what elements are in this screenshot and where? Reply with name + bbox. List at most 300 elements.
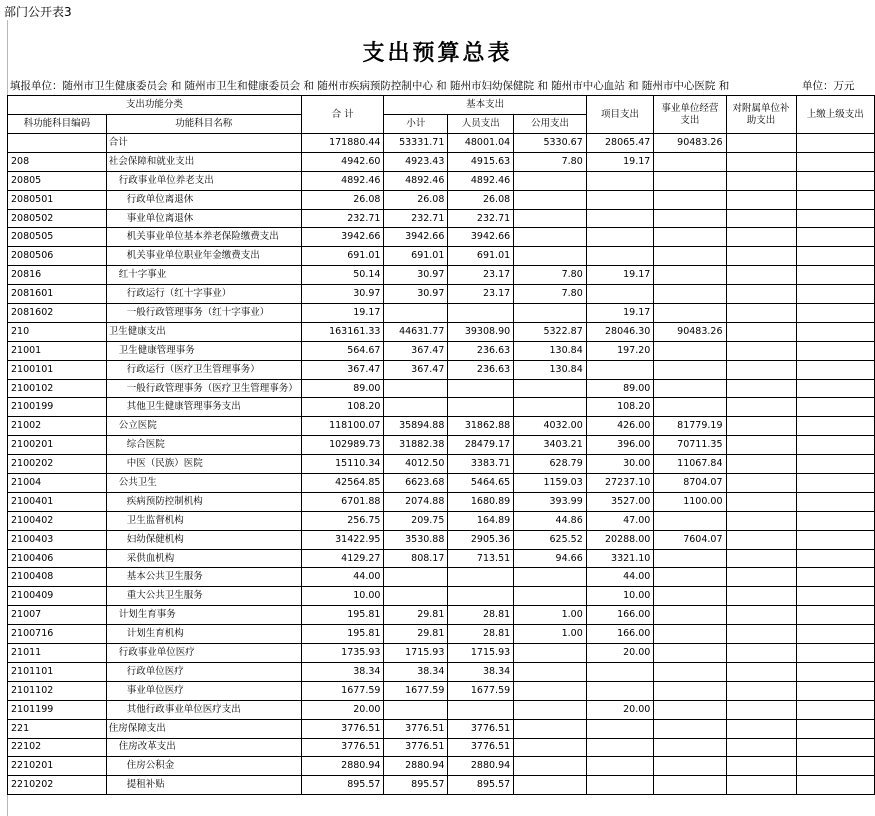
cell-business xyxy=(654,549,726,568)
cell-project xyxy=(586,662,654,681)
table-row xyxy=(8,134,875,153)
cell-personnel: 3383.71 xyxy=(448,455,514,474)
cell-name: 卫生健康管理事务 xyxy=(106,341,301,360)
table-row xyxy=(8,700,875,719)
cell-public: 1.00 xyxy=(514,625,587,644)
cell-business xyxy=(654,209,726,228)
cell-subtotal: 367.47 xyxy=(384,360,448,379)
cell-public xyxy=(514,587,587,606)
cell-business xyxy=(654,360,726,379)
cell-public xyxy=(514,171,587,190)
cell-project xyxy=(586,228,654,247)
cell-project: 3321.10 xyxy=(586,549,654,568)
cell-project: 44.00 xyxy=(586,568,654,587)
cell-business: 90483.26 xyxy=(654,322,726,341)
cell-subsidy xyxy=(726,360,796,379)
header-subtotal: 小计 xyxy=(384,115,448,134)
cell-subsidy xyxy=(726,152,796,171)
cell-business xyxy=(654,285,726,304)
table-row xyxy=(8,455,875,474)
cell-public: 5322.87 xyxy=(514,322,587,341)
header-code: 科功能科目编码 xyxy=(8,115,107,134)
cell-business xyxy=(654,568,726,587)
cell-name: 住房保障支出 xyxy=(106,719,301,738)
table-row xyxy=(8,625,875,644)
cell-subsidy xyxy=(726,492,796,511)
header-subsidy: 对附属单位补助支出 xyxy=(726,96,796,134)
cell-project: 426.00 xyxy=(586,417,654,436)
cell-name: 合计 xyxy=(106,134,301,153)
cell-upper xyxy=(796,417,874,436)
cell-total: 6701.88 xyxy=(301,492,384,511)
cell-project xyxy=(586,285,654,304)
cell-total: 20.00 xyxy=(301,700,384,719)
cell-name: 综合医院 xyxy=(106,436,301,455)
header-name: 功能科目名称 xyxy=(106,115,301,134)
cell-upper xyxy=(796,549,874,568)
cell-personnel: 28479.17 xyxy=(448,436,514,455)
cell-project xyxy=(586,247,654,266)
cell-code: 2081602 xyxy=(8,304,107,323)
cell-upper xyxy=(796,266,874,285)
cell-name: 社会保障和就业支出 xyxy=(106,152,301,171)
cell-upper xyxy=(796,398,874,417)
cell-public: 1.00 xyxy=(514,606,587,625)
cell-total: 195.81 xyxy=(301,625,384,644)
cell-subsidy xyxy=(726,681,796,700)
cell-total: 19.17 xyxy=(301,304,384,323)
cell-project xyxy=(586,360,654,379)
cell-total: 1677.59 xyxy=(301,681,384,700)
table-row xyxy=(8,209,875,228)
cell-business xyxy=(654,625,726,644)
cell-code: 2101101 xyxy=(8,662,107,681)
table-row xyxy=(8,190,875,209)
cell-public: 3403.21 xyxy=(514,436,587,455)
cell-project: 10.00 xyxy=(586,587,654,606)
table-row xyxy=(8,662,875,681)
cell-project xyxy=(586,190,654,209)
cell-subtotal: 35894.88 xyxy=(384,417,448,436)
cell-public: 5330.67 xyxy=(514,134,587,153)
cell-personnel: 236.63 xyxy=(448,360,514,379)
cell-business: 7604.07 xyxy=(654,530,726,549)
cell-business xyxy=(654,398,726,417)
cell-subsidy xyxy=(726,474,796,493)
cell-name: 其他行政事业单位医疗支出 xyxy=(106,700,301,719)
cell-subsidy xyxy=(726,700,796,719)
cell-personnel: 164.89 xyxy=(448,511,514,530)
cell-total: 2880.94 xyxy=(301,757,384,776)
cell-total: 895.57 xyxy=(301,776,384,795)
cell-public xyxy=(514,700,587,719)
cell-personnel xyxy=(448,304,514,323)
cell-personnel: 31862.88 xyxy=(448,417,514,436)
cell-subtotal: 53331.71 xyxy=(384,134,448,153)
cell-upper xyxy=(796,171,874,190)
cell-subsidy xyxy=(726,247,796,266)
cell-name: 行政运行（医疗卫生管理事务） xyxy=(106,360,301,379)
cell-code: 2100409 xyxy=(8,587,107,606)
cell-name: 机关事业单位基本养老保险缴费支出 xyxy=(106,228,301,247)
budget-table xyxy=(7,95,875,795)
header-basic: 基本支出 xyxy=(384,96,586,115)
cell-business: 90483.26 xyxy=(654,134,726,153)
table-row xyxy=(8,549,875,568)
cell-public: 130.84 xyxy=(514,360,587,379)
table-row xyxy=(8,341,875,360)
cell-public xyxy=(514,681,587,700)
cell-subtotal: 209.75 xyxy=(384,511,448,530)
table-row xyxy=(8,360,875,379)
cell-subsidy xyxy=(726,738,796,757)
cell-public xyxy=(514,662,587,681)
header-personnel: 人员支出 xyxy=(448,115,514,134)
cell-subtotal: 3530.88 xyxy=(384,530,448,549)
table-row xyxy=(8,322,875,341)
cell-total: 38.34 xyxy=(301,662,384,681)
cell-personnel: 713.51 xyxy=(448,549,514,568)
cell-code: 2100201 xyxy=(8,436,107,455)
table-row xyxy=(8,228,875,247)
sheet-tab-label: 部门公开表3 xyxy=(4,5,72,19)
cell-upper xyxy=(796,625,874,644)
cell-upper xyxy=(796,304,874,323)
cell-name: 重大公共卫生服务 xyxy=(106,587,301,606)
cell-personnel xyxy=(448,379,514,398)
cell-subtotal: 4892.46 xyxy=(384,171,448,190)
cell-upper xyxy=(796,190,874,209)
cell-subsidy xyxy=(726,417,796,436)
cell-total: 31422.95 xyxy=(301,530,384,549)
cell-total: 4892.46 xyxy=(301,171,384,190)
table-row xyxy=(8,681,875,700)
cell-business xyxy=(654,587,726,606)
cell-code: 2100402 xyxy=(8,511,107,530)
cell-subtotal xyxy=(384,379,448,398)
cell-project: 20.00 xyxy=(586,700,654,719)
cell-subtotal: 1677.59 xyxy=(384,681,448,700)
cell-code: 2101102 xyxy=(8,681,107,700)
cell-upper xyxy=(796,436,874,455)
cell-public: 4032.00 xyxy=(514,417,587,436)
cell-total: 1735.93 xyxy=(301,644,384,663)
table-row xyxy=(8,530,875,549)
cell-business: 1100.00 xyxy=(654,492,726,511)
cell-business xyxy=(654,247,726,266)
cell-upper xyxy=(796,134,874,153)
cell-name: 事业单位医疗 xyxy=(106,681,301,700)
cell-code: 2100716 xyxy=(8,625,107,644)
cell-project: 166.00 xyxy=(586,625,654,644)
cell-personnel: 3942.66 xyxy=(448,228,514,247)
cell-business xyxy=(654,341,726,360)
cell-business xyxy=(654,719,726,738)
cell-public xyxy=(514,304,587,323)
cell-public: 625.52 xyxy=(514,530,587,549)
cell-personnel: 4915.63 xyxy=(448,152,514,171)
table-row xyxy=(8,171,875,190)
cell-code: 2080501 xyxy=(8,190,107,209)
cell-subtotal xyxy=(384,568,448,587)
cell-business xyxy=(654,190,726,209)
table-row xyxy=(8,247,875,266)
table-row xyxy=(8,266,875,285)
cell-subtotal: 895.57 xyxy=(384,776,448,795)
cell-subtotal xyxy=(384,700,448,719)
cell-personnel: 1715.93 xyxy=(448,644,514,663)
cell-upper xyxy=(796,322,874,341)
cell-code xyxy=(8,134,107,153)
cell-subtotal: 3776.51 xyxy=(384,719,448,738)
cell-project: 20.00 xyxy=(586,644,654,663)
cell-subtotal: 4012.50 xyxy=(384,455,448,474)
cell-subsidy xyxy=(726,719,796,738)
cell-code: 2100199 xyxy=(8,398,107,417)
cell-code: 2080502 xyxy=(8,209,107,228)
cell-business xyxy=(654,776,726,795)
cell-total: 256.75 xyxy=(301,511,384,530)
cell-total: 4129.27 xyxy=(301,549,384,568)
cell-code: 21004 xyxy=(8,474,107,493)
cell-subsidy xyxy=(726,228,796,247)
cell-name: 行政事业单位养老支出 xyxy=(106,171,301,190)
cell-name: 采供血机构 xyxy=(106,549,301,568)
cell-name: 公立医院 xyxy=(106,417,301,436)
cell-public xyxy=(514,776,587,795)
cell-business xyxy=(654,379,726,398)
table-row xyxy=(8,644,875,663)
cell-business xyxy=(654,738,726,757)
cell-upper xyxy=(796,285,874,304)
cell-project xyxy=(586,738,654,757)
cell-name: 事业单位离退休 xyxy=(106,209,301,228)
cell-personnel: 3776.51 xyxy=(448,738,514,757)
cell-business: 11067.84 xyxy=(654,455,726,474)
table-row xyxy=(8,492,875,511)
cell-code: 21002 xyxy=(8,417,107,436)
cell-code: 2100403 xyxy=(8,530,107,549)
cell-upper xyxy=(796,700,874,719)
cell-upper xyxy=(796,360,874,379)
cell-business xyxy=(654,171,726,190)
cell-code: 2100408 xyxy=(8,568,107,587)
cell-subsidy xyxy=(726,190,796,209)
cell-public: 628.79 xyxy=(514,455,587,474)
cell-subsidy xyxy=(726,379,796,398)
cell-upper xyxy=(796,228,874,247)
cell-subtotal: 3942.66 xyxy=(384,228,448,247)
cell-subsidy xyxy=(726,511,796,530)
cell-subsidy xyxy=(726,549,796,568)
cell-personnel: 4892.46 xyxy=(448,171,514,190)
cell-project xyxy=(586,209,654,228)
cell-name: 提租补贴 xyxy=(106,776,301,795)
cell-name: 卫生监督机构 xyxy=(106,511,301,530)
cell-public xyxy=(514,738,587,757)
cell-subtotal xyxy=(384,587,448,606)
cell-business xyxy=(654,266,726,285)
cell-project: 197.20 xyxy=(586,341,654,360)
cell-subsidy xyxy=(726,568,796,587)
cell-name: 计划生育事务 xyxy=(106,606,301,625)
budget-table-body xyxy=(8,134,875,795)
cell-subtotal xyxy=(384,304,448,323)
cell-public xyxy=(514,247,587,266)
cell-project xyxy=(586,776,654,795)
table-row xyxy=(8,757,875,776)
cell-business xyxy=(654,700,726,719)
cell-subtotal: 29.81 xyxy=(384,606,448,625)
cell-subsidy xyxy=(726,662,796,681)
cell-subsidy xyxy=(726,625,796,644)
cell-subtotal: 6623.68 xyxy=(384,474,448,493)
cell-upper xyxy=(796,247,874,266)
cell-subsidy xyxy=(726,398,796,417)
cell-code: 2081601 xyxy=(8,285,107,304)
cell-total: 232.71 xyxy=(301,209,384,228)
cell-total: 89.00 xyxy=(301,379,384,398)
table-row xyxy=(8,606,875,625)
cell-project: 28046.30 xyxy=(586,322,654,341)
cell-total: 4942.60 xyxy=(301,152,384,171)
cell-business xyxy=(654,757,726,776)
cell-personnel: 5464.65 xyxy=(448,474,514,493)
cell-subtotal: 38.34 xyxy=(384,662,448,681)
cell-personnel: 1677.59 xyxy=(448,681,514,700)
cell-code: 2100101 xyxy=(8,360,107,379)
cell-personnel: 28.81 xyxy=(448,606,514,625)
cell-code: 2210202 xyxy=(8,776,107,795)
cell-total: 163161.33 xyxy=(301,322,384,341)
cell-upper xyxy=(796,474,874,493)
cell-personnel xyxy=(448,398,514,417)
cell-project: 3527.00 xyxy=(586,492,654,511)
cell-name: 行政单位医疗 xyxy=(106,662,301,681)
cell-total: 118100.07 xyxy=(301,417,384,436)
cell-total: 10.00 xyxy=(301,587,384,606)
cell-subtotal: 29.81 xyxy=(384,625,448,644)
cell-code: 20816 xyxy=(8,266,107,285)
cell-personnel: 236.63 xyxy=(448,341,514,360)
cell-business xyxy=(654,152,726,171)
cell-public: 7.80 xyxy=(514,152,587,171)
cell-public xyxy=(514,757,587,776)
cell-subtotal: 1715.93 xyxy=(384,644,448,663)
cell-subtotal: 367.47 xyxy=(384,341,448,360)
table-row xyxy=(8,474,875,493)
cell-name: 红十字事业 xyxy=(106,266,301,285)
cell-project: 19.17 xyxy=(586,266,654,285)
cell-code: 221 xyxy=(8,719,107,738)
cell-project: 19.17 xyxy=(586,152,654,171)
cell-subtotal xyxy=(384,398,448,417)
cell-code: 208 xyxy=(8,152,107,171)
cell-name: 中医（民族）医院 xyxy=(106,455,301,474)
cell-subtotal: 691.01 xyxy=(384,247,448,266)
cell-name: 计划生育机构 xyxy=(106,625,301,644)
table-row xyxy=(8,152,875,171)
cell-name: 住房公积金 xyxy=(106,757,301,776)
cell-personnel: 3776.51 xyxy=(448,719,514,738)
cell-project: 28065.47 xyxy=(586,134,654,153)
cell-subtotal: 2074.88 xyxy=(384,492,448,511)
cell-subtotal: 30.97 xyxy=(384,266,448,285)
table-row xyxy=(8,398,875,417)
cell-code: 21001 xyxy=(8,341,107,360)
cell-name: 卫生健康支出 xyxy=(106,322,301,341)
cell-name: 行政单位离退休 xyxy=(106,190,301,209)
cell-name: 公共卫生 xyxy=(106,474,301,493)
cell-total: 15110.34 xyxy=(301,455,384,474)
cell-personnel: 38.34 xyxy=(448,662,514,681)
cell-upper xyxy=(796,455,874,474)
cell-upper xyxy=(796,587,874,606)
cell-public xyxy=(514,190,587,209)
cell-project: 108.20 xyxy=(586,398,654,417)
cell-subtotal: 808.17 xyxy=(384,549,448,568)
cell-business: 8704.07 xyxy=(654,474,726,493)
cell-upper xyxy=(796,530,874,549)
cell-total: 50.14 xyxy=(301,266,384,285)
cell-subsidy xyxy=(726,606,796,625)
cell-subsidy xyxy=(726,285,796,304)
cell-project: 27237.10 xyxy=(586,474,654,493)
cell-subtotal: 2880.94 xyxy=(384,757,448,776)
cell-name: 一般行政管理事务（红十字事业） xyxy=(106,304,301,323)
cell-subsidy xyxy=(726,304,796,323)
cell-public: 130.84 xyxy=(514,341,587,360)
cell-name: 行政运行（红十字事业） xyxy=(106,285,301,304)
cell-subtotal: 30.97 xyxy=(384,285,448,304)
cell-total: 195.81 xyxy=(301,606,384,625)
cell-business xyxy=(654,662,726,681)
table-row xyxy=(8,417,875,436)
cell-upper xyxy=(796,757,874,776)
cell-upper xyxy=(796,681,874,700)
cell-subtotal: 31882.38 xyxy=(384,436,448,455)
cell-upper xyxy=(796,379,874,398)
cell-project xyxy=(586,757,654,776)
cell-upper xyxy=(796,662,874,681)
cell-project: 89.00 xyxy=(586,379,654,398)
cell-name: 住房改革支出 xyxy=(106,738,301,757)
cell-upper xyxy=(796,568,874,587)
table-row xyxy=(8,738,875,757)
cell-personnel: 691.01 xyxy=(448,247,514,266)
cell-total: 26.08 xyxy=(301,190,384,209)
cell-total: 30.97 xyxy=(301,285,384,304)
cell-subsidy xyxy=(726,776,796,795)
cell-name: 行政事业单位医疗 xyxy=(106,644,301,663)
cell-public: 7.80 xyxy=(514,266,587,285)
cell-upper xyxy=(796,644,874,663)
cell-subtotal: 26.08 xyxy=(384,190,448,209)
cell-public xyxy=(514,644,587,663)
cell-business: 81779.19 xyxy=(654,417,726,436)
cell-code: 2100102 xyxy=(8,379,107,398)
cell-business xyxy=(654,228,726,247)
cell-total: 108.20 xyxy=(301,398,384,417)
cell-business: 70711.35 xyxy=(654,436,726,455)
cell-project: 19.17 xyxy=(586,304,654,323)
cell-subsidy xyxy=(726,209,796,228)
cell-code: 2101199 xyxy=(8,700,107,719)
cell-subsidy xyxy=(726,171,796,190)
cell-personnel: 232.71 xyxy=(448,209,514,228)
cell-public: 7.80 xyxy=(514,285,587,304)
cell-total: 367.47 xyxy=(301,360,384,379)
